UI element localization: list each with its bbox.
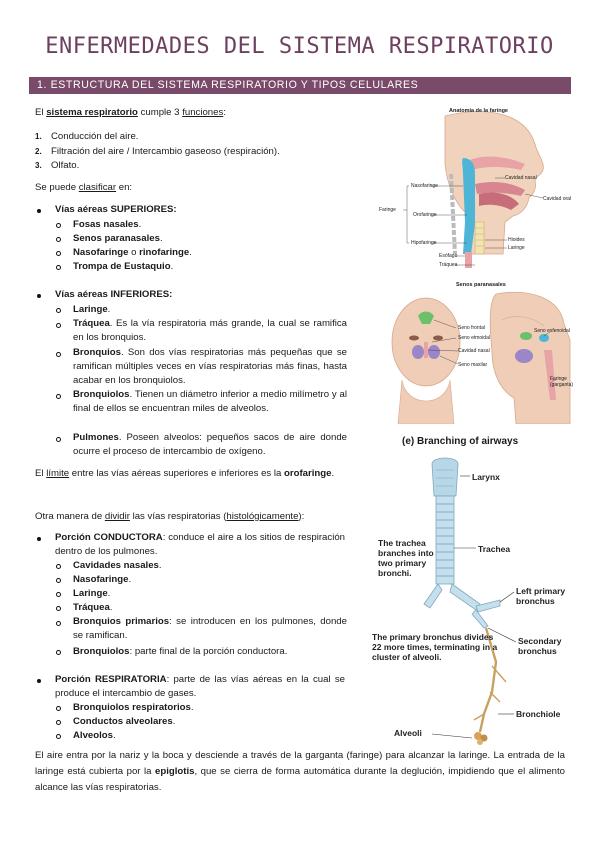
limit-post: . — [331, 468, 335, 479]
label-faringe: Faringe — [379, 207, 396, 213]
item-bold: Conductos alveolares — [73, 716, 173, 727]
label-seno-esfenoidal: Seno esfenoidal — [534, 328, 570, 334]
inferiores-item-2 — [73, 317, 347, 345]
sub-bullet — [56, 578, 61, 583]
superiores-title: Vías aéreas SUPERIORES: — [55, 204, 177, 215]
item-text-2: . — [189, 247, 192, 258]
label-laringe: Laringe — [508, 245, 525, 251]
label-cavidad-oral: Cavidad oral — [543, 196, 572, 202]
item-bold: Laringe — [73, 588, 108, 599]
item-text: . — [138, 219, 142, 230]
label-primary-bronchus-note: The primary bronchus divides 22 more times, terminating in a cluster of alveoli. — [372, 632, 498, 662]
item-bold: Bronquiolos respiratorios — [73, 702, 191, 713]
limit-term: límite — [46, 468, 70, 479]
sub-bullet — [56, 394, 61, 399]
bullet-dot — [37, 537, 41, 541]
inferiores-item-1 — [73, 304, 110, 316]
bullet-dot — [37, 679, 41, 683]
label-seno-frontal: Seno frontal — [458, 325, 485, 331]
item-bold: Fosas nasales — [73, 219, 139, 230]
superiores-item-1 — [73, 219, 141, 231]
closing-pre: El aire entra por la nariz y la boca y desciende a través de la garganta (faringe) para alcanzar la laringe. La entrada de la laringe está cubierta por la — [35, 750, 565, 777]
closing-paragraph — [35, 748, 565, 796]
sub-bullet — [56, 223, 61, 228]
figure-sinuses — [384, 280, 574, 424]
list-text: Conducción del aire. — [51, 131, 139, 142]
sub-bullet — [56, 734, 61, 739]
section-header — [29, 77, 571, 94]
sub-bullet — [56, 706, 61, 711]
item-text: o — [128, 247, 140, 258]
classify-line — [35, 182, 132, 194]
other-term-1: dividir — [104, 511, 130, 522]
intro-pre: El — [35, 107, 47, 118]
function-item-1 — [35, 131, 138, 143]
item-bold: Alveolos — [73, 730, 113, 741]
item-bold-2: rinofaringe — [139, 247, 190, 258]
figure-airways — [372, 452, 572, 746]
label-trachea-note: The trachea branches into two primary bronchi. — [378, 538, 434, 578]
item-text: . — [107, 588, 111, 599]
figure-caption: (e) Branching of airways — [402, 436, 519, 447]
list-number: 1. — [35, 132, 42, 141]
closing-bold: epiglotis — [155, 766, 195, 777]
limit-mid: entre las vías aéreas superiores e inferiores es la — [69, 468, 285, 479]
item-text: . — [113, 730, 116, 741]
label-hipofaringe: Hipofaringe — [411, 240, 437, 246]
function-item-3 — [35, 160, 79, 172]
conductora-item-3 — [73, 588, 110, 600]
item-text: : parte de las vías aéreas en la cual se produce el intercambio de gases. — [55, 674, 345, 699]
other-term-2: histológicamente — [226, 511, 299, 522]
label-hioides: Hioides — [508, 237, 525, 243]
item-bold: Cavidades nasales — [73, 560, 159, 571]
sub-bullet — [56, 606, 61, 611]
label-alveoli: Alveoli — [394, 728, 422, 738]
bullet-dot — [37, 209, 41, 213]
sub-bullet — [56, 323, 61, 328]
item-bold: Bronquios — [73, 347, 121, 358]
label-secondary-bronchus: Secondary bronchus — [518, 636, 562, 656]
item-text: . Tienen un diámetro inferior a medio milímetro y al final de ellos se encuentran miles de alveolos. — [73, 389, 347, 414]
conductora-item-5 — [73, 615, 347, 643]
item-text: . Poseen alveolos: pequeños sacos de aire donde ocurre el proceso de intercambio de oxígeno. — [73, 432, 347, 457]
figure-pharynx — [375, 104, 571, 276]
label-nasofaringe: Nasofaringe — [411, 183, 438, 189]
other-mid: las vías respiratorias ( — [129, 511, 227, 522]
list-number: 2. — [35, 147, 42, 156]
classify-pre: Se puede — [35, 182, 79, 193]
respiratoria-item-2 — [73, 716, 175, 728]
item-text: . — [107, 304, 111, 315]
inferiores-item-5 — [73, 431, 347, 459]
conductora-item-2 — [73, 574, 131, 586]
label-esofago: Esófago — [439, 253, 458, 259]
sub-bullet — [56, 720, 61, 725]
intro-line — [35, 107, 226, 119]
item-bold: Bronquiolos — [73, 646, 130, 657]
inferiores-item-4 — [73, 388, 347, 416]
bullet-dot — [37, 294, 41, 298]
conductora-item-4 — [73, 602, 112, 614]
item-bold: Bronquios primarios — [73, 616, 170, 627]
item-bold: Bronquiolos — [73, 389, 130, 400]
label-seno-maxilar: Seno maxilar — [458, 362, 488, 368]
page-title: ENFERMEDADES DEL SISTEMA RESPIRATORIO — [45, 34, 554, 59]
superiores-item-2 — [73, 233, 163, 245]
sub-bullet — [56, 251, 61, 256]
sub-bullet — [56, 352, 61, 357]
respiratoria-item-1 — [73, 702, 193, 714]
item-text: . — [158, 560, 162, 571]
item-text: : parte final de la porción conductora. — [129, 646, 288, 657]
item-bold: Nasofaringe — [73, 247, 129, 258]
conductora-item-1 — [73, 560, 162, 572]
superiores-item-3 — [73, 247, 192, 259]
sub-bullet — [56, 308, 61, 313]
classify-post: en: — [116, 182, 133, 193]
sub-bullet — [56, 237, 61, 242]
label-cavidad-nasal: Cavidad nasal — [458, 348, 490, 354]
item-bold: Porción RESPIRATORIA — [55, 674, 167, 685]
limit-bold: orofaringe — [284, 468, 332, 479]
respiratoria-title — [55, 673, 345, 701]
item-bold: Pulmones — [73, 432, 119, 443]
respiratoria-item-3 — [73, 730, 116, 742]
sub-bullet — [56, 592, 61, 597]
list-text: Filtración del aire / Intercambio gaseoso (respiración). — [51, 146, 280, 157]
pharynx-illustration — [375, 104, 571, 276]
sub-bullet — [56, 437, 61, 442]
item-text: . Es la vía respiratoria más grande, la cual se ramifica en los bronquios. — [73, 318, 347, 343]
intro-post: : — [223, 107, 226, 118]
label-larynx: Larynx — [472, 472, 500, 482]
item-text: . — [128, 574, 132, 585]
superiores-item-4 — [73, 261, 173, 273]
list-text: Olfato. — [51, 160, 80, 171]
intro-functions-link: funciones — [182, 107, 224, 118]
section-header-text: 1. ESTRUCTURA DEL SISTEMA RESPIRATORIO Y TIPOS CELULARES — [37, 79, 419, 91]
conductora-title — [55, 531, 345, 559]
other-pre: Otra manera de — [35, 511, 105, 522]
classify-term: clasificar — [78, 182, 117, 193]
item-text: . — [170, 261, 174, 272]
limit-line — [35, 468, 334, 480]
closing-post: , que se cierra de forma automática durante la deglución, impidiendo que el alimento alcance las vías respiratorias. — [35, 766, 565, 793]
item-text: . — [190, 702, 194, 713]
limit-pre: El — [35, 468, 47, 479]
label-trachea: Trachea — [478, 544, 511, 554]
label-faringe: Faringe (garganta) — [550, 376, 574, 388]
item-bold: Porción CONDUCTORA — [55, 532, 163, 543]
sub-bullet — [56, 650, 61, 655]
item-text: : se introducen en los pulmones, donde se ramifican. — [73, 616, 347, 641]
sub-bullet — [56, 265, 61, 270]
sub-bullet — [56, 564, 61, 569]
item-text: . — [159, 233, 163, 244]
inferiores-title: Vías aéreas INFERIORES: — [55, 289, 173, 300]
list-number: 3. — [35, 161, 42, 170]
item-text: . — [172, 716, 176, 727]
item-bold: Trompa de Eustaquio — [73, 261, 171, 272]
figure-title: Senos paranasales — [456, 282, 506, 288]
function-item-2 — [35, 146, 280, 158]
item-bold: Laringe — [73, 304, 108, 315]
label-left-primary-bronchus: Left primary bronchus — [516, 586, 566, 606]
label-seno-etmoidal: Seno etmoidal — [458, 335, 490, 341]
intro-mid: cumple 3 — [137, 107, 183, 118]
conductora-item-6 — [73, 646, 287, 658]
item-bold: Tráquea — [73, 318, 110, 329]
item-bold: Nasofaringe — [73, 574, 129, 585]
other-post: ): — [298, 511, 305, 522]
item-text: : conduce el aire a los sitios de respiración dentro de los pulmones. — [55, 532, 345, 557]
item-bold: Senos paranasales — [73, 233, 160, 244]
item-text: . — [109, 602, 113, 613]
other-line — [35, 511, 304, 523]
figure-title: Anatomía de la faringe — [449, 108, 508, 114]
item-bold: Tráquea — [73, 602, 110, 613]
sub-bullet — [56, 621, 61, 626]
inferiores-item-3 — [73, 346, 347, 388]
item-text: . Son dos vías respiratorias más pequeñas que se ramifican múltiples veces en vías respiratorias más finas, hasta acabar en los bronquiolos. — [73, 347, 347, 386]
label-orofaringe: Orofaringe — [413, 212, 437, 218]
label-traquea: Tráquea — [439, 262, 458, 268]
label-cavidad-nasal: Cavidad nasal — [505, 175, 537, 181]
label-bronchiole: Bronchiole — [516, 709, 561, 719]
intro-term: sistema respiratorio — [46, 107, 138, 118]
